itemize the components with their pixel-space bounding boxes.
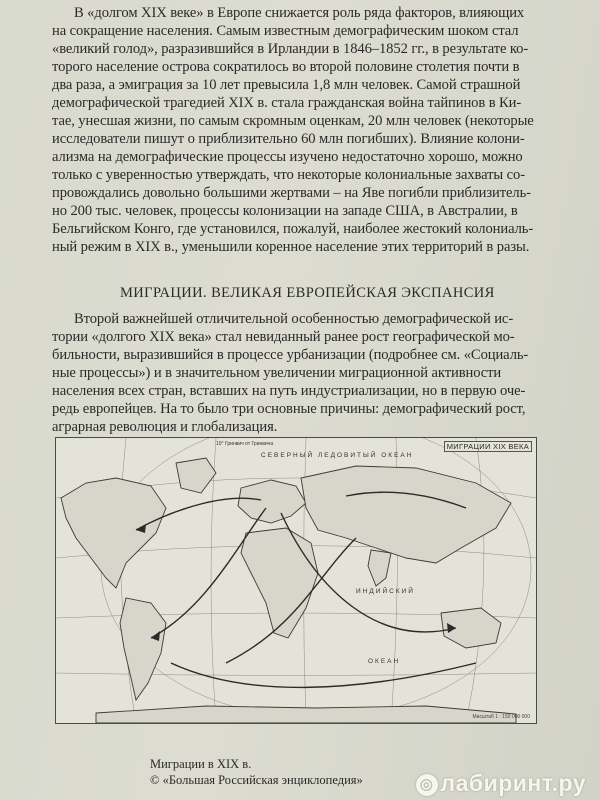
text-line: ные процессы») и в значительном увеличении миграционной активности [52,365,502,381]
text-line: тае, унесшая жизни, по самым скромным оценкам, 20 млн человек (некоторые [52,113,534,129]
migration-map [55,437,537,724]
text-line: исследователи пишут о приблизительно 60 млн погибших). Влияние колони- [52,131,525,147]
asia [301,466,511,563]
continents [61,458,516,723]
text-line: торого население острова сократилось во второй половине столетия почти в [52,59,520,75]
text-line: провождались довольно большими жертвами – на Яве погибли приблизитель- [52,185,531,201]
map-scale: Масштаб 1 : 150 000 000 [472,714,530,720]
text-line: населения всех стран, вставших на путь индустриализации, но в первую оче- [52,383,526,399]
south-america [120,598,166,700]
text-line: два раза, а эмиграция за 10 лет превысила 1,8 млн человек. Самой страшной [52,77,521,93]
indian-ocean-label: ИНДИЙСКИЙ [356,588,415,595]
text-line: демографической трагедией XIX в. стала гражданская война тайпинов в Ки- [52,95,522,111]
india [368,550,391,586]
text-line: Второй важнейшей отличительной особенностью демографической ис- [74,311,514,327]
text-line: только с уверенностью утверждать, что некоторые колониальные захваты со- [52,167,525,183]
text-line: В «долгом XIX веке» в Европе снижается роль ряда факторов, влияющих [74,5,525,21]
indian-ocean-label-2: ОКЕАН [368,658,401,665]
paragraph-migrations [52,310,580,436]
europe [238,480,306,523]
labyrinth-logo-icon: ◎ [416,774,438,796]
text-line: бильности, выразившийся в процессе урбанизации (подробнее см. «Социаль- [52,347,529,363]
north-america [61,478,166,588]
watermark [416,770,587,797]
text-line: аграрная революция и глобализация. [52,419,278,435]
africa [241,528,318,638]
watermark-text: лабиринт.ру [440,770,586,796]
map-title: МИГРАЦИИ XIX ВЕКА [444,441,532,452]
text-line: редь европейцев. На то было три основные причины: демографический рост, [52,401,526,417]
world-map-drawing [56,438,536,723]
text-line: ализма на демографические процессы изучено недостаточно хорошо, можно [52,149,523,165]
text-line: на сокращение населения. Самым известным демографическим шоком стал [52,23,519,39]
greenland [176,458,216,493]
map-caption [150,756,363,788]
caption-credit: © «Большая Российская энциклопедия» [150,773,363,787]
text-line: Бельгийском Конго, где установился, пожалуй, наиболее жестокий колониаль- [52,221,534,237]
text-line: ный режим в XIX в., уменьшили коренное население этих территорий в разы. [52,239,530,255]
text-line: но 200 тыс. человек, процессы колонизации на западе США, в Австралии, в [52,203,518,219]
section-title: МИГРАЦИИ. ВЕЛИКАЯ ЕВРОПЕЙСКАЯ ЭКСПАНСИЯ [120,285,495,301]
text-line: «великий голод», разразившийся в Ирландии в 1846–1852 гг., в результате ко- [52,41,529,57]
antarctica [96,706,516,723]
paragraph-demography [52,4,580,256]
arctic-ocean-label: СЕВЕРНЫЙ ЛЕДОВИТЫЙ ОКЕАН [261,452,414,459]
text-line: тории «долгого XIX века» стал невиданный ранее рост географической мо- [52,329,515,345]
caption-title: Миграции в XIX в. [150,757,252,771]
meridian-note: 10° Гринвич от Гринвича [216,441,274,447]
